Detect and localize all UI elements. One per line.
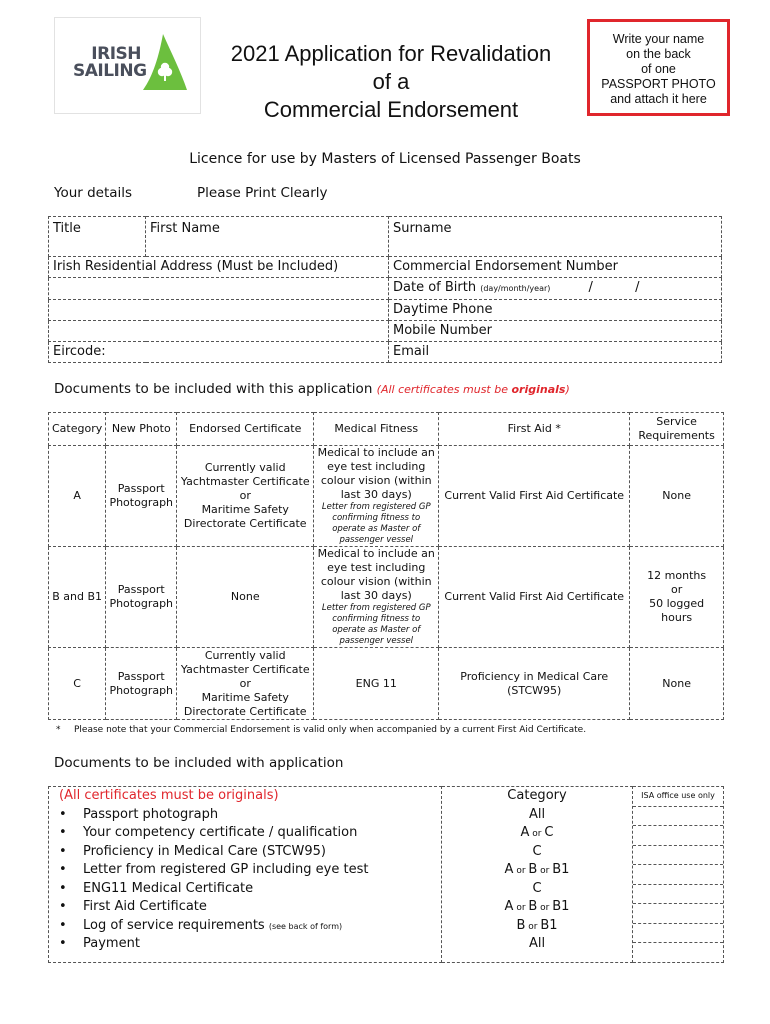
cell-line: eye test including (327, 561, 426, 574)
bullet: • (59, 936, 67, 951)
documents-heading (54, 381, 570, 397)
checklist-intro: (All certificates must be originals) (59, 788, 279, 803)
row-medical (314, 446, 439, 547)
email-field[interactable] (389, 342, 722, 363)
requirements-table (48, 412, 724, 720)
row-certificate (177, 547, 314, 648)
cell-line: Passport (117, 583, 165, 596)
your-details-heading: Your details (54, 185, 133, 201)
office-use-cell[interactable] (633, 885, 723, 905)
print-instruction: Please Print Clearly (197, 185, 328, 201)
address-label: Irish Residential Address (Must be Included) (53, 259, 339, 274)
table-row (49, 547, 724, 648)
office-use-cell[interactable] (633, 807, 723, 827)
item-label: Proficiency in Medical Care (STCW95) (83, 843, 326, 859)
subtitle: Licence for use by Masters of Licensed Passenger Boats (189, 151, 581, 167)
office-use-cell[interactable] (633, 826, 723, 846)
bullet: • (59, 862, 67, 877)
cell-line: hours (661, 611, 693, 624)
item-category (442, 935, 632, 954)
row-photo (106, 547, 177, 648)
row-first-aid: Proficiency in Medical Care (STCW95) (439, 648, 630, 720)
item-label: ENG11 Medical Certificate (83, 880, 254, 896)
header-endorsed-certificate: Endorsed Certificate (177, 413, 314, 446)
header-category: Category (49, 413, 106, 446)
category-part: B1 (552, 899, 570, 914)
category-part: A (520, 825, 530, 840)
daytime-phone-field[interactable] (389, 300, 722, 321)
item-small-note: (see back of form) (268, 921, 343, 931)
cell-line: Yachtmaster Certificate (180, 662, 310, 676)
row-category: C (49, 648, 106, 720)
surname-label: Surname (393, 221, 452, 236)
note-bold: originals (511, 383, 566, 396)
row-photo (106, 648, 177, 720)
address-line-2[interactable] (49, 278, 389, 300)
cell-line: Photograph (109, 597, 174, 610)
office-use-cell[interactable] (633, 904, 723, 924)
row-service (630, 547, 724, 648)
footnote: Please note that your Commercial Endorsement is valid only when accompanied by a current First Aid Certificate. (74, 725, 587, 735)
cell-line: colour vision (within (320, 575, 432, 588)
email-label: Email (393, 344, 430, 359)
page-title (205, 40, 577, 124)
category-part: A (504, 862, 514, 877)
bullet: • (59, 880, 67, 896)
cell-line: Passport (117, 482, 165, 495)
bullet: • (59, 806, 67, 822)
first-name-label: First Name (150, 221, 220, 236)
medical-note: operate as Master of (332, 524, 421, 534)
title-label: Title (53, 221, 81, 236)
daytime-phone-label: Daytime Phone (393, 302, 493, 317)
mobile-field[interactable] (389, 321, 722, 342)
medical-note: passenger vessel (339, 535, 414, 545)
category-part: B1 (540, 917, 558, 933)
row-category: A (49, 446, 106, 547)
category-part: All (528, 806, 546, 822)
bullet: • (59, 843, 67, 859)
list-item (49, 880, 441, 899)
item-category (442, 824, 632, 843)
cell-line: 12 months (647, 569, 707, 582)
list-item (49, 898, 441, 917)
item-label: Passport photograph (83, 806, 219, 822)
cell-line: Maritime Safety (201, 690, 289, 704)
row-photo (106, 446, 177, 547)
bullet: • (59, 917, 67, 933)
cell-line: eye test including (327, 460, 426, 473)
documents-heading-text: Documents to be included with this application (54, 381, 373, 397)
item-category (442, 806, 632, 825)
category-part: or (525, 921, 541, 932)
item-category (442, 861, 632, 880)
bullet: • (59, 825, 67, 840)
row-first-aid: Current Valid First Aid Certificate (439, 446, 630, 547)
cell-line: last 30 days) (340, 589, 412, 602)
office-use-header: ISA office use only (633, 787, 723, 807)
item-label: Your competency certificate / qualification (83, 825, 358, 840)
list-item (49, 861, 441, 880)
office-use-cell[interactable] (633, 846, 723, 866)
checklist-categories (442, 787, 633, 963)
cell-line: Directorate Certificate (183, 704, 307, 718)
medical-note: operate as Master of (332, 625, 421, 635)
office-use-cell[interactable] (633, 943, 723, 962)
category-part: B (516, 917, 526, 933)
category-part: B1 (552, 862, 570, 877)
cell-line: Photograph (109, 683, 174, 697)
dob-field[interactable] (389, 278, 722, 300)
office-use-column (633, 787, 724, 963)
checklist-table (48, 786, 724, 963)
medical-note: passenger vessel (339, 636, 414, 646)
details-form (48, 216, 722, 363)
item-category (442, 880, 632, 899)
originals-note (377, 383, 570, 396)
logo-line-2: SAILING (73, 61, 147, 81)
passport-photo-box (587, 19, 730, 116)
cell-line: Currently valid (204, 461, 286, 474)
eircode-label: Eircode: (53, 344, 106, 359)
photo-note-line: on the back (626, 47, 691, 61)
dob-separator: / (635, 280, 640, 295)
title-line-1: 2021 Application for Revalidation (230, 41, 552, 66)
row-certificate (177, 446, 314, 547)
list-item (49, 843, 441, 862)
cell-line: Passport (117, 669, 165, 683)
cell-line: or (670, 583, 683, 596)
cell-line: 50 logged (649, 597, 705, 610)
category-part: or (529, 829, 545, 839)
medical-note: Letter from registered GP (321, 603, 431, 613)
title-field[interactable] (49, 217, 146, 257)
logo-line-1: IRISH (91, 44, 141, 64)
list-item (49, 935, 441, 954)
cell-line: or (239, 676, 251, 690)
sail-shamrock-icon (141, 32, 189, 94)
address-line-3[interactable] (49, 300, 389, 321)
mobile-label: Mobile Number (393, 323, 492, 338)
row-service (630, 648, 724, 720)
dob-format: (day/month/year) (480, 284, 551, 293)
address-field[interactable] (49, 257, 389, 278)
title-line-3: Commercial Endorsement (263, 97, 519, 122)
item-category (442, 898, 632, 917)
bullet: • (59, 899, 67, 914)
item-label: Letter from registered GP including eye test (83, 862, 369, 877)
note-prefix: (All certificates must be (376, 383, 512, 396)
dob-separator: / (588, 280, 593, 295)
first-name-field[interactable] (146, 217, 389, 257)
item-category (442, 917, 632, 936)
footnote-mark: * (56, 725, 61, 735)
category-part: or (537, 903, 553, 913)
row-medical (314, 547, 439, 648)
cell-line: Medical to include an (317, 547, 435, 560)
header-service-requirements: Service Requirements (630, 413, 724, 446)
list-item (49, 917, 441, 936)
office-use-cell[interactable] (633, 924, 723, 944)
list-item (49, 824, 441, 843)
office-use-cell[interactable] (633, 865, 723, 885)
cell-line: Currently valid (204, 648, 286, 662)
category-part: C (544, 825, 554, 840)
row-first-aid: Current Valid First Aid Certificate (439, 547, 630, 648)
item-label: Log of service requirements (83, 917, 265, 933)
table-row (49, 446, 724, 547)
surname-field[interactable] (389, 217, 722, 257)
note-suffix: ) (565, 383, 570, 396)
irish-sailing-logo (54, 17, 201, 114)
row-certificate (177, 648, 314, 720)
category-part: C (532, 880, 542, 896)
category-header: Category (507, 788, 567, 803)
item-label: First Aid Certificate (83, 899, 207, 914)
dob-label: Date of Birth (393, 280, 477, 295)
category-part: or (537, 866, 553, 876)
item-label: Payment (83, 936, 140, 951)
category-part: C (532, 843, 542, 859)
category-part: or (513, 866, 529, 876)
address-line-4[interactable] (49, 321, 389, 342)
cell-line: ENG 11 (355, 676, 397, 690)
category-part: A (504, 899, 514, 914)
checklist-heading: Documents to be included with application (54, 755, 344, 771)
medical-note: Letter from registered GP (321, 502, 431, 512)
cell-line: last 30 days) (340, 488, 412, 501)
category-part: B (528, 899, 538, 914)
cell-line: Medical to include an (317, 446, 435, 459)
header-new-photo: New Photo (106, 413, 177, 446)
endorsement-number-field[interactable] (389, 257, 722, 278)
header-first-aid: First Aid * (439, 413, 630, 446)
item-category (442, 843, 632, 862)
photo-note-line: and attach it here (610, 92, 707, 106)
row-category: B and B1 (49, 547, 106, 648)
cell-line: None (230, 590, 260, 603)
title-line-2: of a (372, 69, 410, 94)
row-medical (314, 648, 439, 720)
cell-line: Maritime Safety (201, 503, 289, 516)
cell-line: colour vision (within (320, 474, 432, 487)
cell-line: or (239, 489, 251, 502)
checklist-items (49, 787, 442, 963)
table-row (49, 648, 724, 720)
cell-line: Directorate Certificate (183, 517, 307, 530)
list-item (49, 806, 441, 825)
photo-note-line: PASSPORT PHOTO (601, 77, 716, 91)
row-service (630, 446, 724, 547)
medical-note: confirming fitness to (332, 513, 421, 523)
endorsement-number-label: Commercial Endorsement Number (393, 259, 619, 274)
cell-line: Photograph (109, 496, 174, 509)
photo-note-line: of one (641, 62, 676, 76)
cell-line: None (662, 489, 691, 502)
cell-line: Yachtmaster Certificate (180, 475, 310, 488)
eircode-field[interactable] (49, 342, 389, 363)
medical-note: confirming fitness to (332, 614, 421, 624)
category-part: All (528, 936, 546, 951)
category-part: or (513, 903, 529, 913)
header-medical-fitness: Medical Fitness (314, 413, 439, 446)
category-part: B (528, 862, 538, 877)
logo-text (73, 44, 147, 81)
photo-note-line: Write your name (612, 32, 705, 46)
cell-line: None (662, 676, 691, 690)
